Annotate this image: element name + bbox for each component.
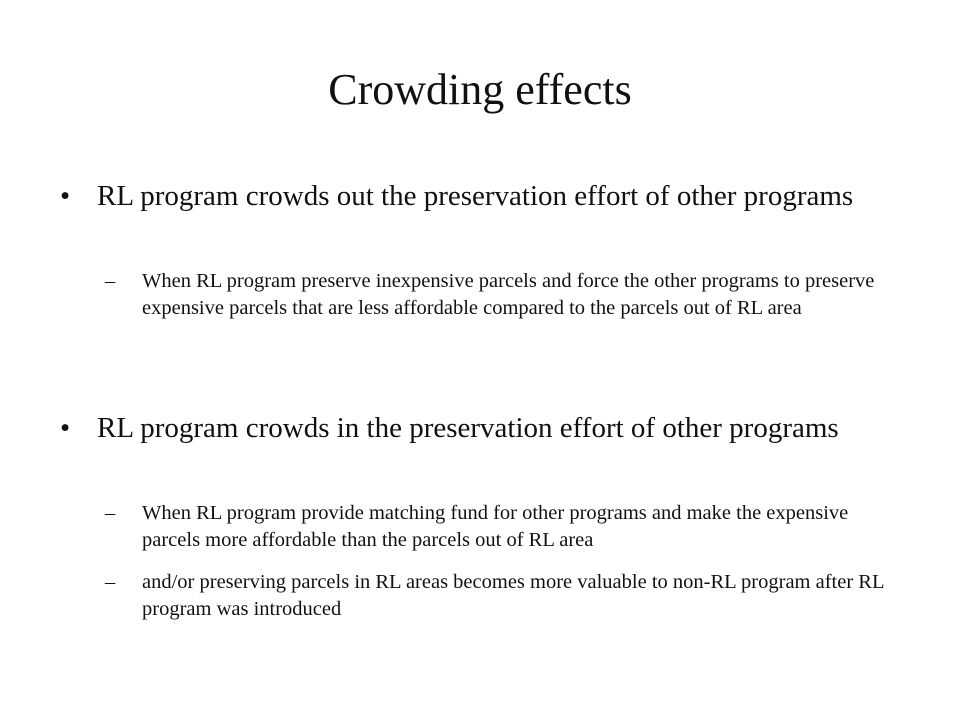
sub-bullet-text: and/or preserving parcels in RL areas becomes more valuable to non-RL program after RL program was introduced [142,571,884,620]
slide-title: Crowding effects [328,65,632,114]
sub-bullet-text: When RL program provide matching fund for other programs and make the expensive parcels more affordable than the parcels out of RL area [142,502,849,551]
bullet-marker: • [60,180,71,212]
sub-bullet-marker: – [105,502,116,524]
sub-bullet-crowds-out-explanation [105,268,905,322]
sub-bullet-more-valuable [105,569,905,623]
bullet-crowds-in [60,410,880,446]
bullet-text: RL program crowds out the preservation effort of other programs [97,180,854,212]
sub-bullet-text: When RL program preserve inexpensive parcels and force the other programs to preserve expensive parcels that are less affordable compared to the parcels out of RL area [142,270,875,319]
sub-bullet-matching-fund [105,500,905,554]
bullet-text: RL program crowds in the preservation effort of other programs [97,412,839,444]
bullet-marker: • [60,412,71,444]
bullet-crowds-out [60,178,880,214]
sub-bullet-marker: – [105,571,116,593]
sub-bullet-marker: – [105,270,116,292]
